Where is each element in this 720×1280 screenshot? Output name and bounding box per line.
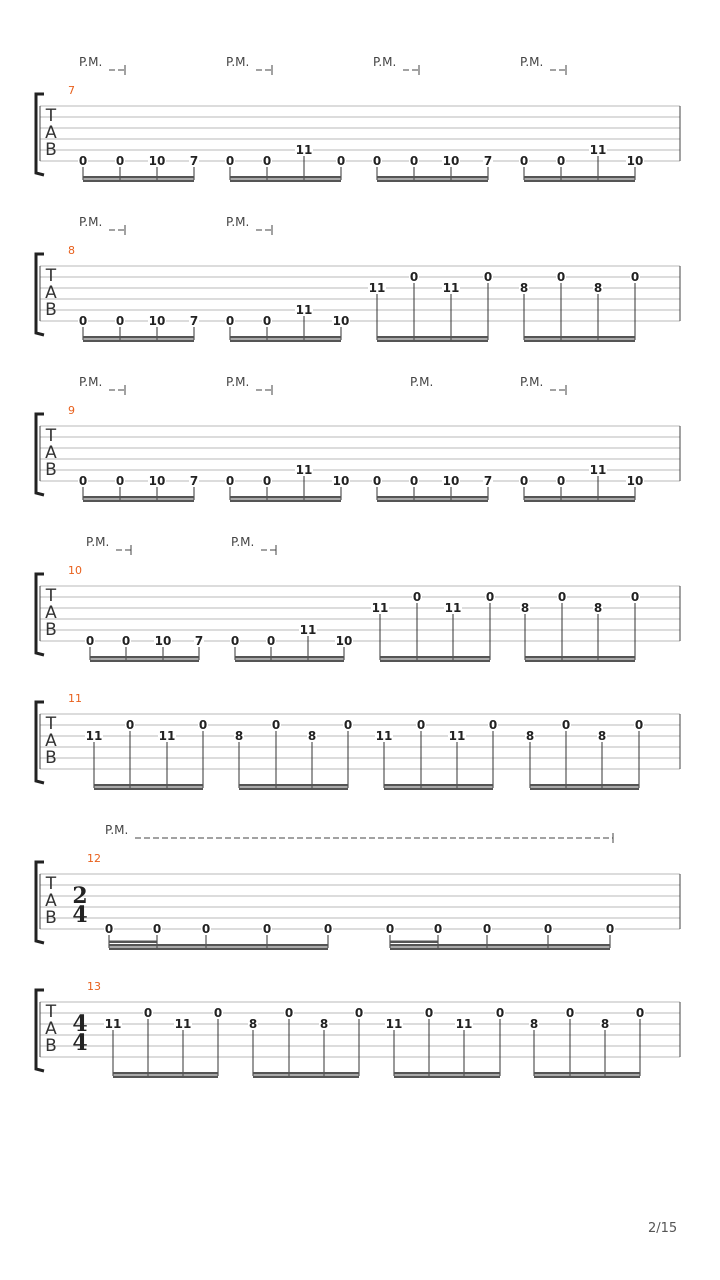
beam-group <box>78 154 199 182</box>
beam-group <box>225 303 350 342</box>
palm-mute-label: P.M. <box>520 55 544 69</box>
tab-clef-letter: B <box>45 300 57 320</box>
beam-secondary <box>109 948 328 951</box>
fret-number: 8 <box>519 281 529 295</box>
fret-number: 0 <box>78 314 88 328</box>
fret-number: 0 <box>323 922 333 936</box>
beam-primary <box>384 784 493 787</box>
beam-primary <box>380 656 490 659</box>
fret-number: 10 <box>332 474 350 488</box>
fret-number: 0 <box>198 718 208 732</box>
beam-primary <box>530 784 639 787</box>
beam-secondary <box>253 1076 359 1079</box>
fret-number: 0 <box>557 590 567 604</box>
beam-secondary <box>230 180 341 183</box>
fret-number: 0 <box>225 474 235 488</box>
fret-number: 10 <box>626 474 644 488</box>
beam-secondary <box>230 340 341 343</box>
beam-primary <box>90 656 199 659</box>
fret-number: 0 <box>213 1006 223 1020</box>
beam-secondary <box>83 180 194 183</box>
tab-clef-letter: T <box>45 106 57 126</box>
beam-primary <box>524 176 635 179</box>
beam-primary <box>524 496 635 499</box>
tab-system-measure-13 <box>36 980 680 1078</box>
palm-mute-label: P.M. <box>520 375 544 389</box>
fret-number: 0 <box>343 718 353 732</box>
measure-number: 8 <box>68 244 75 257</box>
beam-group <box>519 270 640 342</box>
fret-number: 8 <box>600 1017 610 1031</box>
palm-mute-label: P.M. <box>79 375 103 389</box>
fret-number: 0 <box>201 922 211 936</box>
fret-number: 10 <box>442 474 460 488</box>
palm-mute-label: P.M. <box>231 535 255 549</box>
tab-clef-letter: T <box>45 874 57 894</box>
beam-group <box>248 1006 364 1078</box>
palm-mute-label: P.M. <box>226 375 250 389</box>
tab-clef-letter: T <box>45 1002 57 1022</box>
fret-number: 0 <box>485 590 495 604</box>
fret-number: 10 <box>442 154 460 168</box>
fret-number: 0 <box>125 718 135 732</box>
beam-primary <box>534 1072 640 1075</box>
fret-number: 0 <box>488 718 498 732</box>
beam-primary <box>394 1072 500 1075</box>
tab-clef-letter: A <box>45 603 57 623</box>
beam-primary <box>109 944 328 947</box>
beam-primary <box>525 656 635 659</box>
tab-system-measure-10 <box>36 535 680 662</box>
fret-number: 0 <box>271 718 281 732</box>
palm-mute-label: P.M. <box>410 375 434 389</box>
beam-secondary <box>83 340 194 343</box>
beam-secondary <box>235 660 344 663</box>
fret-number: 11 <box>444 601 462 615</box>
tab-clef-letter: A <box>45 443 57 463</box>
beam-group <box>78 314 199 342</box>
fret-number: 0 <box>143 1006 153 1020</box>
beam-group <box>78 474 199 502</box>
beam-group <box>372 154 493 182</box>
fret-number: 8 <box>529 1017 539 1031</box>
fret-number: 11 <box>104 1017 122 1031</box>
fret-number: 8 <box>520 601 530 615</box>
beam-group <box>230 623 353 662</box>
fret-number: 11 <box>295 143 313 157</box>
fret-number: 0 <box>372 154 382 168</box>
time-signature-top: 2 <box>72 883 88 909</box>
fret-number: 11 <box>371 601 389 615</box>
beam-secondary <box>394 1076 500 1079</box>
fret-number: 0 <box>225 314 235 328</box>
fret-number: 8 <box>234 729 244 743</box>
fret-number: 0 <box>483 270 493 284</box>
beam-primary <box>83 496 194 499</box>
fret-number: 7 <box>483 474 493 488</box>
measure-number: 13 <box>87 980 101 993</box>
tab-clef-letter: T <box>45 426 57 446</box>
beam-primary <box>230 336 341 339</box>
beam-group <box>520 590 640 662</box>
tab-clef-letter: T <box>45 714 57 734</box>
fret-number: 7 <box>189 474 199 488</box>
fret-number: 0 <box>266 634 276 648</box>
fret-number: 0 <box>409 270 419 284</box>
beam-secondary <box>90 660 199 663</box>
tab-clef-letter: B <box>45 620 57 640</box>
palm-mute-label: P.M. <box>79 55 103 69</box>
beam-secondary <box>525 660 635 663</box>
beam-group <box>385 1006 505 1078</box>
beam-group <box>225 143 346 182</box>
beam-secondary <box>94 788 203 791</box>
beam-group <box>368 270 493 342</box>
fret-number: 8 <box>525 729 535 743</box>
fret-number: 0 <box>121 634 131 648</box>
fret-number: 0 <box>519 154 529 168</box>
tab-clef-letter: B <box>45 140 57 160</box>
fret-number: 7 <box>483 154 493 168</box>
beam-secondary <box>524 340 635 343</box>
beam-secondary <box>530 788 639 791</box>
fret-number: 0 <box>284 1006 294 1020</box>
palm-mute-label: P.M. <box>226 55 250 69</box>
fret-number: 0 <box>543 922 553 936</box>
fret-number: 0 <box>635 1006 645 1020</box>
tab-clef-letter: B <box>45 908 57 928</box>
tab-clef-letter: A <box>45 891 57 911</box>
beam-primary <box>253 1072 359 1075</box>
fret-number: 0 <box>416 718 426 732</box>
beam-secondary <box>534 1076 640 1079</box>
beam-primary <box>390 944 610 947</box>
fret-number: 10 <box>148 474 166 488</box>
beam-group <box>234 718 353 790</box>
fret-number: 0 <box>630 590 640 604</box>
fret-number: 0 <box>412 590 422 604</box>
fret-number: 0 <box>409 474 419 488</box>
beam-group <box>371 590 495 662</box>
beam-primary <box>94 784 203 787</box>
fret-number: 0 <box>424 1006 434 1020</box>
fret-number: 0 <box>262 474 272 488</box>
beam-group <box>104 922 333 950</box>
fret-number: 10 <box>335 634 353 648</box>
beam-secondary <box>377 180 488 183</box>
fret-number: 10 <box>626 154 644 168</box>
fret-number: 11 <box>455 1017 473 1031</box>
beam-group <box>225 463 350 502</box>
palm-mute-label: P.M. <box>373 55 397 69</box>
measure-number: 10 <box>68 564 82 577</box>
fret-number: 10 <box>148 154 166 168</box>
beam-secondary <box>239 788 348 791</box>
beam-primary <box>377 496 488 499</box>
tab-clef-letter: A <box>45 123 57 143</box>
fret-number: 0 <box>556 154 566 168</box>
fret-number: 0 <box>495 1006 505 1020</box>
fret-number: 11 <box>295 463 313 477</box>
beam-secondary <box>524 500 635 503</box>
beam-primary <box>230 176 341 179</box>
fret-number: 0 <box>385 922 395 936</box>
fret-number: 10 <box>148 314 166 328</box>
fret-number: 8 <box>307 729 317 743</box>
fret-number: 0 <box>262 922 272 936</box>
fret-number: 7 <box>189 314 199 328</box>
beam-tertiary <box>109 941 157 944</box>
fret-number: 0 <box>634 718 644 732</box>
tab-clef-letter: T <box>45 586 57 606</box>
fret-number: 0 <box>85 634 95 648</box>
beam-secondary <box>113 1076 218 1079</box>
fret-number: 11 <box>174 1017 192 1031</box>
fret-number: 10 <box>154 634 172 648</box>
fret-number: 0 <box>115 474 125 488</box>
fret-number: 11 <box>368 281 386 295</box>
beam-group <box>104 1006 223 1078</box>
palm-mute-label: P.M. <box>226 215 250 229</box>
beam-primary <box>230 496 341 499</box>
fret-number: 11 <box>375 729 393 743</box>
beam-group <box>85 718 208 790</box>
beam-secondary <box>377 500 488 503</box>
beam-secondary <box>390 948 610 951</box>
beam-group <box>519 143 644 182</box>
measure-number: 9 <box>68 404 75 417</box>
tab-clef-letter: A <box>45 1019 57 1039</box>
beam-secondary <box>524 180 635 183</box>
beam-secondary <box>380 660 490 663</box>
page-number: 2/15 <box>648 1221 678 1236</box>
tab-clef-letter: A <box>45 731 57 751</box>
fret-number: 0 <box>104 922 114 936</box>
beam-primary <box>83 176 194 179</box>
fret-number: 0 <box>630 270 640 284</box>
beam-primary <box>377 176 488 179</box>
tab-system-measure-8 <box>36 215 680 342</box>
fret-number: 0 <box>372 474 382 488</box>
measure-number: 11 <box>68 692 82 705</box>
fret-number: 8 <box>593 601 603 615</box>
fret-number: 0 <box>482 922 492 936</box>
fret-number: 11 <box>589 463 607 477</box>
fret-number: 0 <box>115 314 125 328</box>
fret-number: 11 <box>158 729 176 743</box>
beam-primary <box>113 1072 218 1075</box>
fret-number: 0 <box>78 474 88 488</box>
fret-number: 0 <box>78 154 88 168</box>
tab-clef-letter: T <box>45 266 57 286</box>
beam-secondary <box>384 788 493 791</box>
tab-system-measure-7 <box>36 55 680 182</box>
palm-mute-label: P.M. <box>105 823 129 837</box>
tab-system-measure-12 <box>36 823 680 950</box>
fret-number: 8 <box>248 1017 258 1031</box>
beam-secondary <box>83 500 194 503</box>
time-signature-top: 4 <box>72 1011 88 1037</box>
tab-clef-letter: B <box>45 748 57 768</box>
fret-number: 11 <box>589 143 607 157</box>
fret-number: 0 <box>115 154 125 168</box>
tab-clef-letter: A <box>45 283 57 303</box>
fret-number: 0 <box>433 922 443 936</box>
fret-number: 0 <box>230 634 240 648</box>
fret-number: 10 <box>332 314 350 328</box>
fret-number: 8 <box>319 1017 329 1031</box>
tab-clef-letter: B <box>45 1036 57 1056</box>
fret-number: 0 <box>561 718 571 732</box>
beam-group <box>385 922 615 950</box>
beam-group <box>372 474 493 502</box>
fret-number: 0 <box>519 474 529 488</box>
beam-secondary <box>230 500 341 503</box>
beam-secondary <box>377 340 488 343</box>
beam-group <box>519 463 644 502</box>
fret-number: 11 <box>385 1017 403 1031</box>
fret-number: 11 <box>85 729 103 743</box>
time-signature-bottom: 4 <box>72 902 88 928</box>
fret-number: 0 <box>152 922 162 936</box>
fret-number: 11 <box>299 623 317 637</box>
fret-number: 8 <box>593 281 603 295</box>
fret-number: 0 <box>605 922 615 936</box>
beam-primary <box>524 336 635 339</box>
beam-group <box>529 1006 645 1078</box>
fret-number: 0 <box>556 474 566 488</box>
beam-primary <box>377 336 488 339</box>
measure-number: 12 <box>87 852 101 865</box>
palm-mute-label: P.M. <box>86 535 110 549</box>
fret-number: 0 <box>409 154 419 168</box>
fret-number: 0 <box>556 270 566 284</box>
fret-number: 0 <box>262 314 272 328</box>
fret-number: 8 <box>597 729 607 743</box>
fret-number: 11 <box>442 281 460 295</box>
tab-system-measure-9 <box>36 375 680 502</box>
beam-group <box>85 634 204 662</box>
fret-number: 7 <box>194 634 204 648</box>
fret-number: 0 <box>354 1006 364 1020</box>
palm-mute-label: P.M. <box>79 215 103 229</box>
fret-number: 0 <box>336 154 346 168</box>
fret-number: 7 <box>189 154 199 168</box>
beam-primary <box>235 656 344 659</box>
measure-number: 7 <box>68 84 75 97</box>
beam-group <box>525 718 644 790</box>
time-signature-bottom: 4 <box>72 1030 88 1056</box>
tab-clef-letter: B <box>45 460 57 480</box>
beam-tertiary <box>390 941 438 944</box>
beam-primary <box>83 336 194 339</box>
beam-primary <box>239 784 348 787</box>
fret-number: 0 <box>262 154 272 168</box>
tab-system-measure-11 <box>36 692 680 790</box>
fret-number: 0 <box>225 154 235 168</box>
beam-group <box>375 718 498 790</box>
fret-number: 0 <box>565 1006 575 1020</box>
fret-number: 11 <box>448 729 466 743</box>
fret-number: 11 <box>295 303 313 317</box>
